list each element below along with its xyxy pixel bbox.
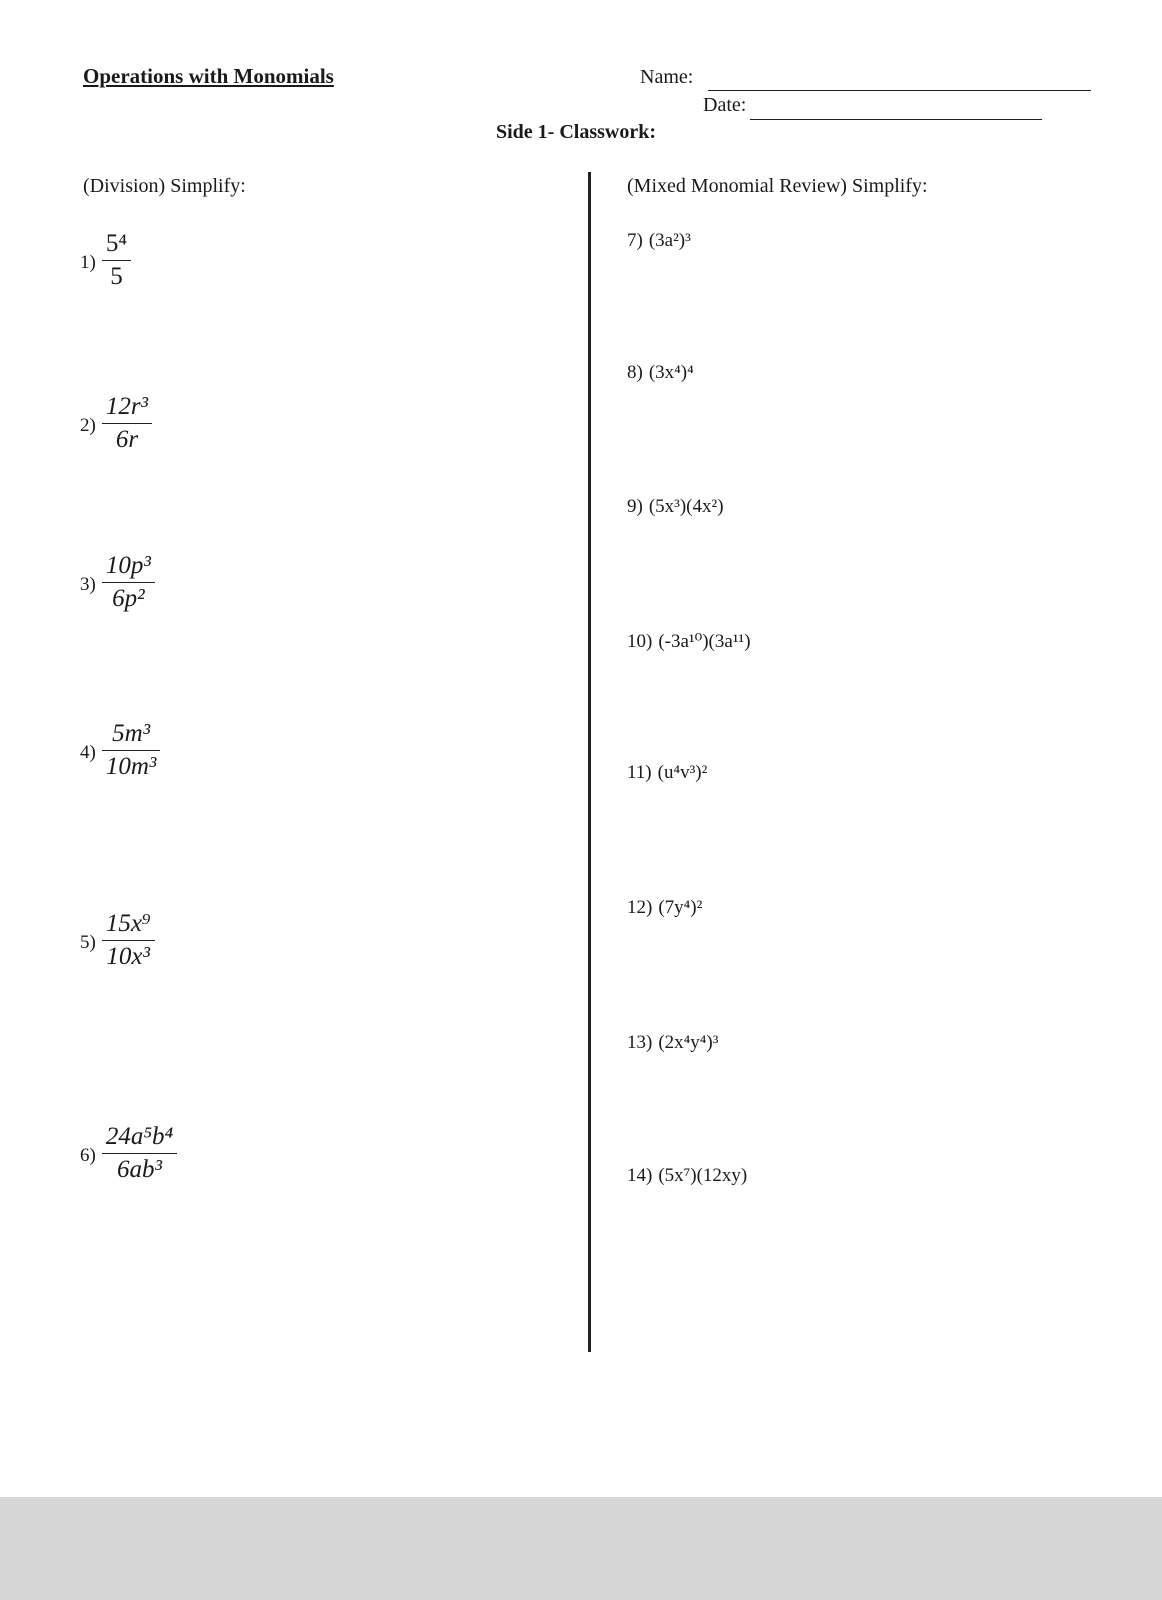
problem-number: 4) — [80, 741, 96, 763]
column-divider — [588, 172, 591, 1352]
fraction-denominator: 5 — [110, 263, 123, 290]
fraction-denominator: 10m³ — [105, 753, 157, 780]
review-problem-11 — [627, 762, 707, 784]
problem-number: 8) — [627, 362, 643, 383]
division-problem-6 — [80, 1123, 177, 1184]
review-problem-10 — [627, 630, 751, 653]
problem-number: 12) — [627, 897, 653, 918]
problem-number: 14) — [627, 1165, 653, 1186]
name-blank-line — [708, 90, 1091, 91]
fraction-denominator: 6p² — [112, 585, 145, 612]
fraction — [102, 393, 152, 454]
problem-number: 6) — [80, 1144, 96, 1166]
name-label: Name: — [640, 66, 694, 88]
division-problem-3 — [80, 552, 155, 613]
fraction-numerator: 15x⁹ — [105, 910, 151, 937]
problem-number: 10) — [627, 631, 653, 652]
page-subtitle: Side 1- Classwork: — [496, 121, 657, 143]
date-label: Date: — [703, 94, 747, 116]
problem-number: 1) — [80, 251, 96, 273]
problem-number: 3) — [80, 573, 96, 595]
review-problem-8 — [627, 362, 694, 384]
problem-expression: (7y⁴)² — [658, 897, 703, 918]
fraction — [102, 552, 155, 613]
fraction-numerator: 10p³ — [105, 552, 151, 579]
problem-expression: (3x⁴)⁴ — [648, 362, 694, 383]
fraction-numerator: 12r³ — [105, 393, 149, 420]
division-problem-4 — [80, 720, 160, 781]
problem-number: 2) — [80, 414, 96, 436]
review-problem-9 — [627, 496, 724, 518]
review-problem-7 — [627, 230, 691, 252]
problem-number: 11) — [627, 762, 652, 783]
fraction — [102, 910, 155, 971]
fraction — [102, 230, 131, 291]
review-section-heading: (Mixed Monomial Review) Simplify: — [627, 175, 928, 197]
review-problem-13 — [627, 1032, 718, 1054]
review-problem-12 — [627, 897, 702, 919]
fraction — [102, 720, 161, 781]
review-problem-14 — [627, 1165, 747, 1187]
problem-expression: (u⁴v³)² — [657, 762, 708, 783]
fraction-numerator: 5m³ — [112, 720, 151, 747]
problem-expression: (5x⁷)(12xy) — [658, 1165, 748, 1186]
fraction-denominator: 10x³ — [106, 943, 151, 970]
problem-expression: (3a²)³ — [648, 230, 691, 251]
problem-expression: (-3a¹⁰)(3a¹¹) — [658, 631, 751, 652]
fraction-denominator: 6r — [115, 426, 139, 453]
problem-expression: (5x³)(4x²) — [648, 496, 724, 517]
problem-number: 13) — [627, 1032, 653, 1053]
division-problem-5 — [80, 910, 155, 971]
scan-background-band — [0, 1497, 1162, 1600]
problem-number: 7) — [627, 230, 643, 251]
division-problem-2 — [80, 393, 152, 454]
page-title: Operations with Monomials — [83, 64, 334, 88]
division-problem-1 — [80, 230, 131, 291]
problem-expression: (2x⁴y⁴)³ — [658, 1032, 719, 1053]
date-blank-line — [750, 119, 1042, 120]
fraction — [102, 1123, 177, 1184]
fraction-denominator: 6ab³ — [117, 1156, 163, 1183]
problem-number: 5) — [80, 931, 96, 953]
fraction-numerator: 5⁴ — [105, 230, 128, 257]
fraction-numerator: 24a⁵b⁴ — [105, 1123, 174, 1150]
division-section-heading: (Division) Simplify: — [83, 175, 246, 197]
problem-number: 9) — [627, 496, 643, 517]
